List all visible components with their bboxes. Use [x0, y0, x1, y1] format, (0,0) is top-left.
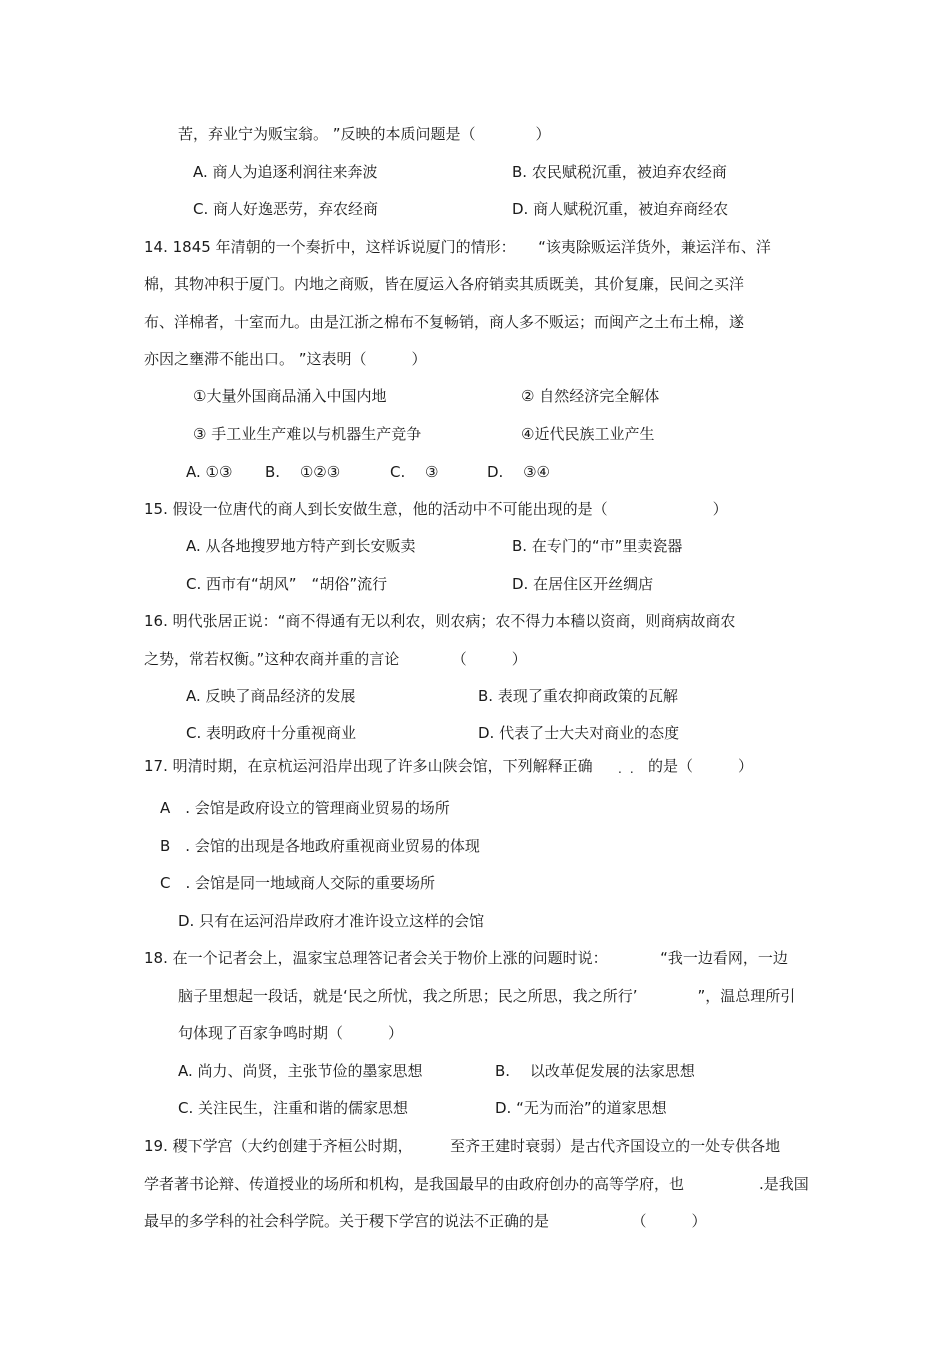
q18-stem-line2: 脑子里想起一段话，就是‘民之所忧，我之所思；民之所思，我之所行’ ”，温总理所引 [178, 987, 796, 1005]
q18-option-c: C. 关注民生，注重和谐的儒家思想 [178, 1099, 409, 1117]
q14-stem-line3: 布、洋棉者，十室而九。由是江浙之棉布不复畅销，商人多不贩运；而闽产之土布土棉，遂 [144, 313, 745, 331]
q14-option-b: B. ①②③ [265, 463, 341, 481]
q14-stem-line2: 棉，其物冲积于厦门。内地之商贩，皆在厦运入各府销卖其质既美，其价复廉，民间之买洋 [144, 275, 745, 293]
q17-option-b: B . 会馆的出现是各地政府重视商业贸易的体现 [160, 837, 480, 855]
q17-stem: 17. 明清时期，在京杭运河沿岸出现了许多山陕会馆，下列解释正确 [144, 757, 593, 775]
q15-option-c: C. 西市有“胡风” “胡俗”流行 [186, 575, 388, 593]
q17-option-d: D. 只有在运河沿岸政府才准许设立这样的会馆 [178, 912, 485, 930]
q17-emphasis-dots: .. [618, 762, 642, 776]
q14-option-a: A. ①③ [186, 463, 233, 481]
q15-option-b: B. 在专门的“市”里卖瓷器 [512, 537, 683, 555]
q16-stem-line1: 16. 明代张居正说：“商不得通有无以利农，则农病；农不得力本穑以资商，则商病故商农 [144, 612, 736, 630]
q16-stem-line2: 之势，常若权衡。”这种农商并重的言论 （ ） [144, 650, 527, 668]
q14-stem-line1: 14. 1845 年清朝的一个奏折中，这样诉说厦门的情形： “该夷除贩运洋货外，兼运洋布、洋 [144, 238, 771, 256]
q18-option-d: D. “无为而治”的道家思想 [495, 1099, 667, 1117]
q15-option-a: A. 从各地搜罗地方特产到长安贩卖 [186, 537, 416, 555]
q14-option-c: C. ③ [390, 463, 439, 481]
q14-statement-2: ② 自然经济完全解体 [521, 387, 660, 405]
q16-option-c: C. 表明政府十分重视商业 [186, 724, 357, 742]
q15-option-d: D. 在居住区开丝绸店 [512, 575, 654, 593]
q19-stem-line3: 最早的多学科的社会科学院。关于稷下学宫的说法不正确的是 （ ） [144, 1212, 707, 1230]
q18-option-b: B. 以改革促发展的法家思想 [495, 1062, 695, 1080]
q17-option-c: C . 会馆是同一地域商人交际的重要场所 [160, 874, 436, 892]
q13-option-c: C. 商人好逸恶劳，弃农经商 [193, 200, 379, 218]
q16-option-d: D. 代表了士大夫对商业的态度 [478, 724, 680, 742]
q19-stem-line1: 19. 稷下学宫（大约创建于齐桓公时期， 至齐王建时衰弱）是古代齐国设立的一处专供各地 [144, 1137, 781, 1155]
q16-option-b: B. 表现了重农抑商政策的瓦解 [478, 687, 678, 705]
q18-option-a: A. 尚力、尚贤，主张节俭的墨家思想 [178, 1062, 423, 1080]
q16-option-a: A. 反映了商品经济的发展 [186, 687, 356, 705]
q18-stem-line3: 句体现了百家争鸣时期（ ） [178, 1024, 404, 1042]
q19-stem-line2: 学者著书论辩、传道授业的场所和机构，是我国最早的由政府创办的高等学府，也 .是我国 [144, 1175, 809, 1193]
q14-stem-line4: 亦因之壅滞不能出口。 ”这表明（ ） [144, 350, 427, 368]
q13-option-a: A. 商人为追逐利润往来奔波 [193, 163, 378, 181]
q13-option-d: D. 商人赋税沉重，被迫弃商经农 [512, 200, 729, 218]
q13-option-b: B. 农民赋税沉重，被迫弃农经商 [512, 163, 727, 181]
q14-option-d: D. ③④ [487, 463, 550, 481]
q14-statement-4: ④近代民族工业产生 [521, 425, 655, 443]
q17-stem-end: 的是（ ） [648, 757, 754, 775]
q18-stem-line1: 18. 在一个记者会上，温家宝总理答记者会关于物价上涨的问题时说： “我一边看网，一边 [144, 949, 788, 967]
q15-stem: 15. 假设一位唐代的商人到长安做生意，他的活动中不可能出现的是（ ） [144, 500, 728, 518]
q14-statement-1: ①大量外国商品涌入中国内地 [193, 387, 387, 405]
q17-option-a: A . 会馆是政府设立的管理商业贸易的场所 [160, 799, 450, 817]
q14-statement-3: ③ 手工业生产难以与机器生产竞争 [193, 425, 422, 443]
q13-stem-tail: 苦，弃业宁为贩宝翁。 ”反映的本质问题是（ ） [178, 125, 551, 143]
